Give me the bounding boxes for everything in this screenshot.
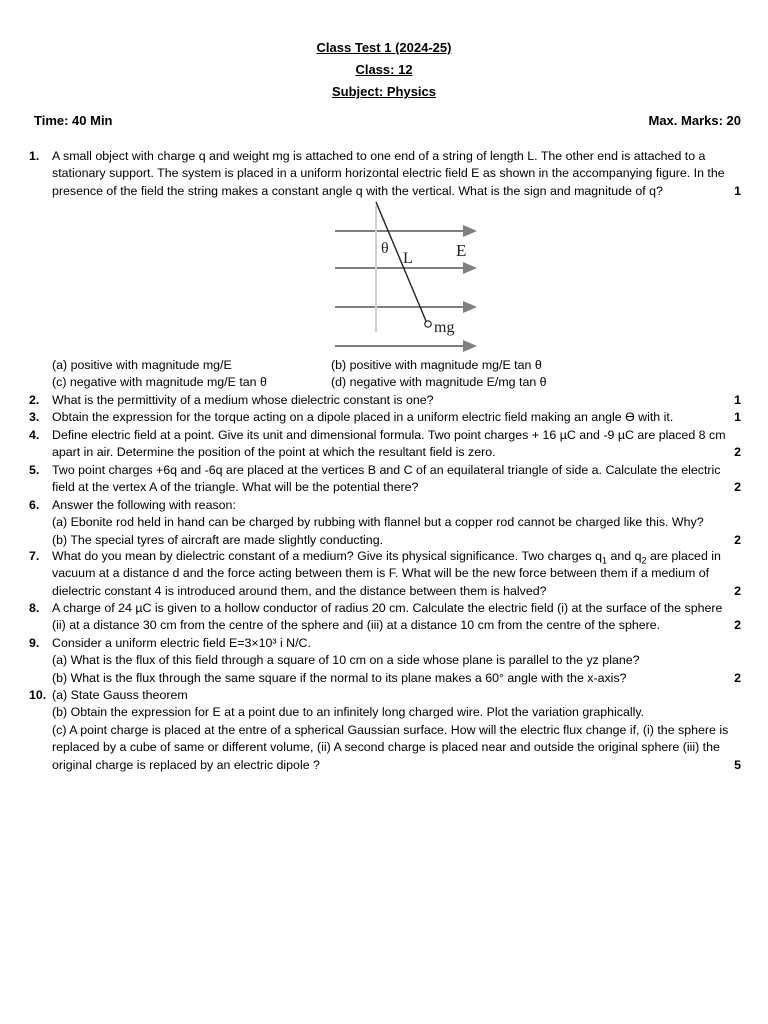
field-label: E <box>456 241 467 260</box>
marks: 2 <box>734 445 741 460</box>
question-text-line <box>52 479 741 496</box>
question-text-line <box>52 392 741 409</box>
question-1-options <box>29 357 741 392</box>
marks: 1 <box>734 393 741 407</box>
question-text: apart in air. Determine the position of the point at which the resultant field is zero. <box>52 445 496 460</box>
option-c: (c) negative with magnitude mg/E tan θ <box>52 375 267 390</box>
question-number: 9. <box>29 636 40 650</box>
option-row <box>52 357 741 374</box>
question-text: (ii) at a distance 30 cm from the centre of the sphere and (iii) at a distance 10 cm from the centre of the sphere. <box>52 618 661 633</box>
question-text: (b) Obtain the expression for E at a point due to an infinitely long charged wire. Plot the variation graphically. <box>52 705 645 720</box>
question-text: Two point charges +6q and -6q are placed at the vertices B and C of an equilateral triangle of side a. Calculate the electric <box>52 463 721 477</box>
question-text-line <box>52 532 741 549</box>
question-text-line <box>52 670 741 687</box>
max-marks: Max. Marks: 20 <box>648 113 741 128</box>
length-label: L <box>403 250 413 267</box>
subject-line: Subject: Physics <box>331 84 437 99</box>
question-4 <box>29 427 741 462</box>
subscript: 2 <box>641 555 647 566</box>
marks: 2 <box>734 618 741 633</box>
class-line: Class: 12 <box>355 62 413 77</box>
question-text-line <box>52 757 741 774</box>
option-row <box>52 374 741 391</box>
question-text: field at the vertex A of the triangle. What will be the potential there? <box>52 480 419 495</box>
marks: 2 <box>734 583 741 598</box>
subscript: 1 <box>602 555 608 566</box>
question-text: (a) State Gauss theorem <box>52 688 188 702</box>
question-text: presence of the field the string makes a constant angle q with the vertical. What is the sign and magnitude of q? <box>52 183 663 198</box>
option-b: (b) positive with magnitude mg/E tan θ <box>331 358 542 372</box>
paper-meta <box>34 112 741 129</box>
marks: 2 <box>734 532 741 547</box>
question-text: Consider a uniform electric field E=3×10³ i N/C. <box>52 636 311 650</box>
question-text: replaced by a cube of same or different volume, (ii) A second charge is placed near and outside the original sphere (iii) the <box>52 740 720 755</box>
question-8 <box>29 600 741 635</box>
question-text: A small object with charge q and weight mg is attached to one end of a string of length L. The other end is attached to a <box>52 149 706 163</box>
question-number: 8. <box>29 601 40 615</box>
question-number: 3. <box>29 410 40 424</box>
question-text: Define electric field at a point. Give its unit and dimensional formula. Two point charges + 16 µC and -9 µC are placed 8 cm <box>52 428 726 442</box>
question-number: 4. <box>29 428 40 442</box>
question-9 <box>29 635 741 687</box>
marks: 5 <box>734 757 741 772</box>
marks: 2 <box>734 670 741 685</box>
question-text: Obtain the expression for the torque acting on a dipole placed in a uniform electric field making an angle ϴ with it. <box>52 410 674 424</box>
option-d: (d) negative with magnitude E/mg tan θ <box>331 375 547 390</box>
question-text: and q <box>607 549 642 563</box>
question-7 <box>29 548 741 600</box>
theta-label: θ <box>381 240 389 257</box>
question-6 <box>29 497 741 549</box>
question-number: 7. <box>29 549 40 563</box>
question-text-line <box>52 409 741 426</box>
question-number: 5. <box>29 463 40 477</box>
question-5 <box>29 462 741 497</box>
question-text-line <box>52 548 741 565</box>
question-number: 6. <box>29 498 40 512</box>
question-2 <box>29 392 741 409</box>
question-1 <box>29 148 741 200</box>
time-allowed: Time: 40 Min <box>34 113 113 128</box>
marks: 1 <box>734 410 741 424</box>
question-text: are placed in <box>646 549 721 563</box>
question-text: vacuum at a distance d and the force acting between them is F. What will be the new force between them if a medium of <box>52 566 710 581</box>
question-text: original charge is replaced by an electric dipole ? <box>52 757 320 772</box>
question-text: What do you mean by dielectric constant of a medium? Give its physical significance. Two charges q <box>52 549 603 563</box>
marks: 2 <box>734 480 741 495</box>
question-number: 2. <box>29 393 40 407</box>
question-text: Answer the following with reason: <box>52 498 236 512</box>
question-3 <box>29 409 741 426</box>
question-text: dielectric constant 4 is introduced around them, and the distance between them is halved? <box>52 583 547 598</box>
question-text: (a) What is the flux of this field through a square of 10 cm on a side whose plane is parallel to the yz plane? <box>52 653 640 668</box>
question-text: What is the permittivity of a medium whose dielectric constant is one? <box>52 393 434 407</box>
question-text-line <box>52 444 741 461</box>
paper-title: Class Test 1 (2024-25) <box>316 40 452 55</box>
marks: 1 <box>734 183 741 198</box>
question-text: stationary support. The system is placed in a uniform horizontal electric field E as shown in the accompanying figure. In the <box>52 166 725 181</box>
question-text: (b) What is the flux through the same square if the normal to its plane makes a 60° angle with the x-axis? <box>52 670 627 685</box>
question-text-line <box>52 583 741 600</box>
charged-pendulum-figure <box>333 200 483 358</box>
option-a: (a) positive with magnitude mg/E <box>52 358 232 372</box>
question-text: (c) A point charge is placed at the entre of a spherical Gaussian surface. How will the electric flux change if, (i) the sphere is <box>52 722 729 737</box>
question-text-line <box>52 617 741 634</box>
question-number: 1. <box>29 149 40 163</box>
paper-header <box>0 37 768 103</box>
question-text-line <box>52 183 741 200</box>
weight-label: mg <box>434 319 455 336</box>
question-number: 10. <box>29 688 47 702</box>
question-text: (a) Ebonite rod held in hand can be charged by rubbing with flannel but a copper rod cannot be charged like this. Why? <box>52 515 704 530</box>
question-10 <box>29 687 741 774</box>
question-text: (b) The special tyres of aircraft are made slightly conducting. <box>52 532 384 547</box>
question-text: A charge of 24 µC is given to a hollow conductor of radius 20 cm. Calculate the electric field (i) at the surface of the sphere <box>52 601 723 615</box>
